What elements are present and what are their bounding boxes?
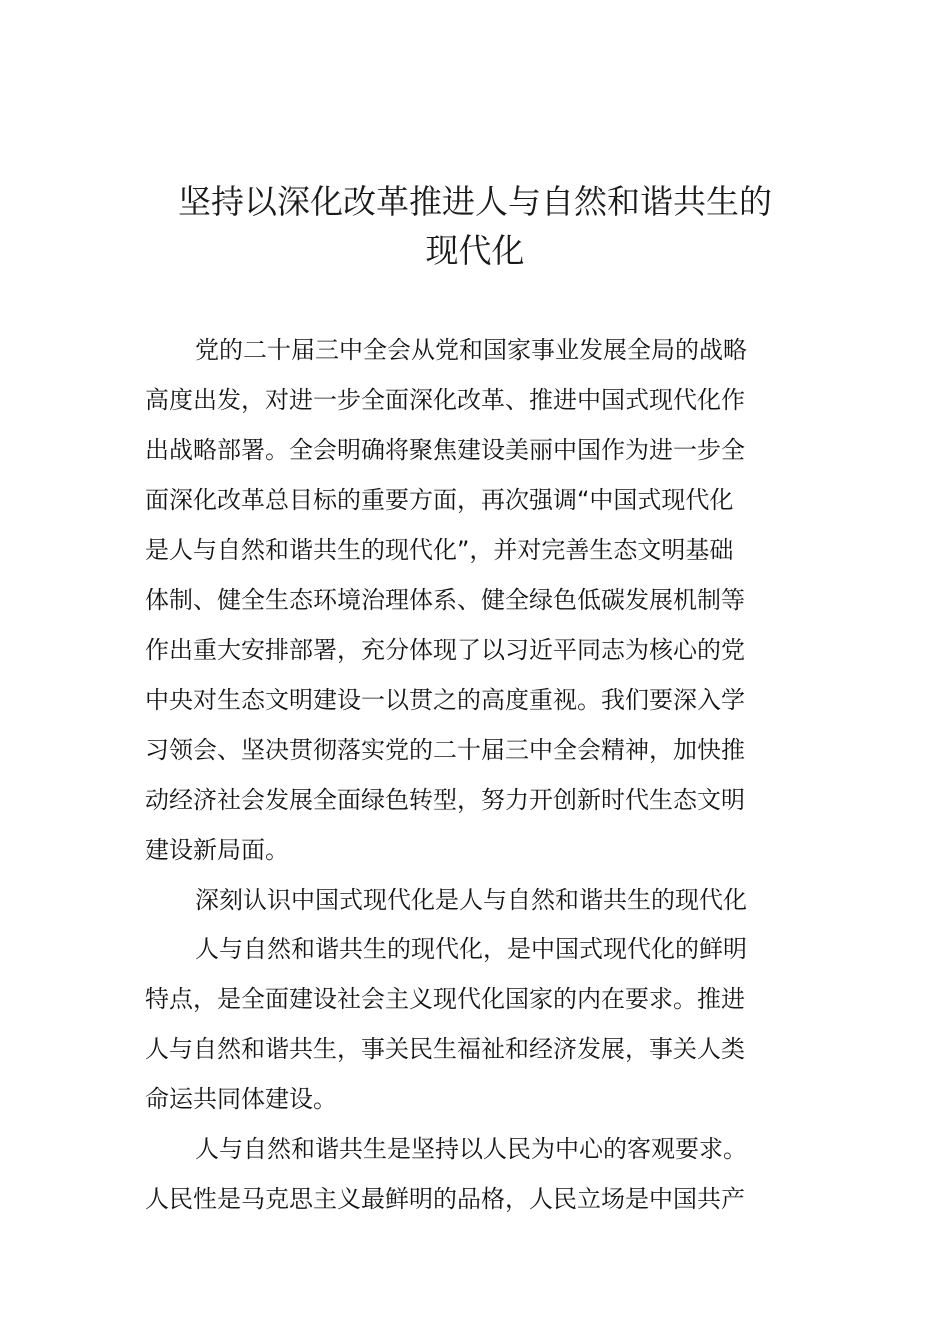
paragraph-line: 动经济社会发展全面绿色转型，努力开创新时代生态文明 [145, 786, 745, 814]
paragraph-line: 出战略部署。全会明确将聚焦建设美丽中国作为进一步全 [145, 436, 745, 464]
paragraph-line: 习领会、坚决贯彻落实党的二十届三中全会精神，加快推 [145, 736, 745, 764]
paragraph-line: 是人与自然和谐共生的现代化”，并对完善生态文明基础 [145, 536, 734, 564]
document-title-line-2: 现代化 [425, 231, 525, 270]
paragraph-line: 面深化改革总目标的重要方面，再次强调“中国式现代化 [145, 486, 734, 514]
paragraph-line: 体制、健全生态环境治理体系、健全绿色低碳发展机制等 [145, 586, 745, 614]
paragraph-line: 作出重大安排部署，充分体现了以习近平同志为核心的党 [145, 636, 745, 664]
section-heading: 深刻认识中国式现代化是人与自然和谐共生的现代化 [195, 886, 747, 914]
paragraph-line: 高度出发，对进一步全面深化改革、推进中国式现代化作 [145, 386, 745, 414]
paragraph-line: 人与自然和谐共生是坚持以人民为中心的客观要求。 [195, 1135, 747, 1163]
paragraph-line: 党的二十届三中全会从党和国家事业发展全局的战略 [195, 336, 747, 364]
paragraph-line: 人与自然和谐共生的现代化，是中国式现代化的鲜明 [195, 935, 747, 963]
paragraph-line: 命运共同体建设。 [145, 1085, 337, 1113]
paragraph-line: 人民性是马克思主义最鲜明的品格，人民立场是中国共产 [145, 1185, 745, 1213]
paragraph-line: 特点，是全面建设社会主义现代化国家的内在要求。推进 [145, 985, 745, 1013]
document-title-line-1: 坚持以深化改革推进人与自然和谐共生的 [178, 182, 772, 221]
paragraph-line: 中央对生态文明建设一以贯之的高度重视。我们要深入学 [145, 686, 745, 714]
paragraph-line: 建设新局面。 [145, 836, 289, 864]
paragraph-line: 人与自然和谐共生，事关民生福祉和经济发展，事关人类 [145, 1035, 745, 1063]
